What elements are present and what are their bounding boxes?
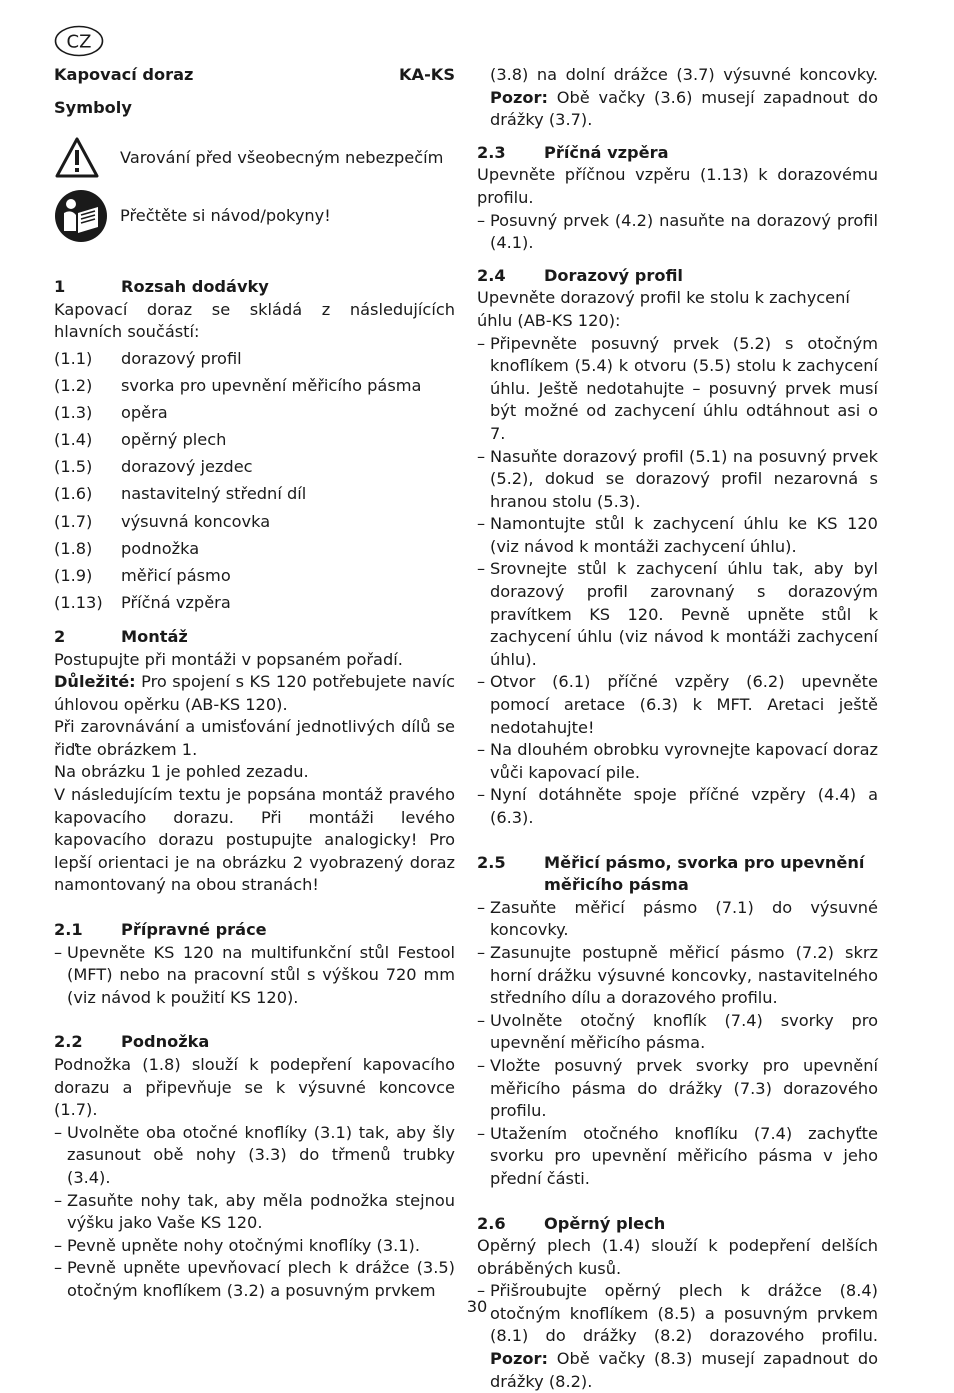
list-item: (1.1) dorazový profil xyxy=(54,348,242,368)
section-2-3-intro: Upevněte příčnou vzpěru (1.13) k dorazovému profilu. xyxy=(477,165,878,207)
doc-header xyxy=(54,64,455,87)
language-badge xyxy=(54,25,104,57)
section-2-6-intro: Opěrný plech (1.4) slouží k podepření delších obráběných kusů. xyxy=(477,1236,878,1278)
list-item: (1.13) Příčná vzpěra xyxy=(54,592,231,612)
list-item: – Posuvný prvek (4.2) nasuňte na dorazový profil (4.1). xyxy=(477,210,878,253)
list-item: – Zasunujte postupně měřicí pásmo (7.2) skrz horní drážku výsuvné koncovky, nastavitelného středního dílu a dorazového profilu. xyxy=(477,942,878,1008)
right-column xyxy=(477,64,878,1393)
symbols-heading: Symboly xyxy=(54,97,132,117)
parts-list xyxy=(54,345,455,616)
list-item: – Srovnejte stůl k zachycení úhlu tak, aby byl dorazový profil zarovnaný s dorazovým pravítkem KS 120. Pevně upněte stůl k zachycení úhlu (viz návod k montáži zachycení úhlu). xyxy=(477,559,878,669)
list-item: – Otvor (6.1) příčné vzpěry (6.2) upevněte pomocí aretace (6.3) k MFT. Aretaci ještě nedotahujte! xyxy=(477,672,878,737)
symbol-row-manual xyxy=(54,189,455,243)
list-item: – Vložte posuvný prvek svorky pro upevnění měřicího pásma do drážky (7.3) dorazového profilu. xyxy=(477,1055,878,1121)
symbol-row-warning xyxy=(54,131,455,185)
section-1-intro: Kapovací doraz se skládá z následujících hlavních součástí: xyxy=(54,299,455,342)
section-1-heading: 1 Rozsah dodávky xyxy=(54,277,269,297)
list-item: – Pevně upněte upevňovací plech k drážce (3.5) otočným knoflíkem (3.2) a posuvným prvkem xyxy=(54,1258,455,1300)
symbol-text-warning: Varování před všeobecným nebezpečím xyxy=(120,147,444,167)
read-manual-icon xyxy=(54,189,120,243)
list-item: – Nasuňte dorazový profil (5.1) na posuvný prvek (5.2), dokud se dorazový profil nezarovná s hranou stolu (5.3). xyxy=(477,446,878,511)
section-2-p1: Postupujte při montáži v popsaném pořadí. xyxy=(54,649,403,669)
section-2-4-heading: 2.4 Dorazový profil xyxy=(477,265,683,285)
left-column xyxy=(54,64,455,1303)
list-item: (1.6) nastavitelný střední díl xyxy=(54,484,307,504)
section-2-1-heading: 2.1 Přípravné práce xyxy=(54,920,267,940)
list-item: – Uvolněte oba otočné knoflíky (3.1) tak, aby šly zasunout obě nohy (3.3) do třmenů trubky (3.4). xyxy=(54,1122,455,1187)
list-item: – Přišroubujte opěrný plech k drážce (8.4) otočným knoflíkem (8.5) a posuvným prvkem (8.1) do drážky (8.2) dorazového profilu. Pozor: Obě vačky (8.3) musejí zapadnout do drážky (8.2). xyxy=(477,1281,878,1391)
list-item: – Zasuňte nohy tak, aby měla podnožka stejnou výšku jako Vaše KS 120. xyxy=(54,1190,455,1233)
list-item: (1.3) opěra xyxy=(54,403,168,423)
language-code: CZ xyxy=(66,31,92,53)
list-item: – Připevněte posuvný prvek (5.2) s otočným knoflíkem (5.4) k otvoru (5.5) stolu k zachycení úhlu. Ještě nedotahujte – posuvný prvek musí být možné od zachycení úhlu odtáhnout asi o 7. xyxy=(477,333,878,443)
list-item: (1.7) výsuvná koncovka xyxy=(54,511,271,531)
symbol-text-manual: Přečtěte si návod/pokyny! xyxy=(120,205,331,225)
section-2-5-heading: 2.5 Měřicí pásmo, svorka pro upevnění měřicího pásma xyxy=(477,852,865,895)
doc-model: KA-KS xyxy=(399,65,455,84)
list-item: (1.8) podnožka xyxy=(54,538,200,558)
warning-triangle-icon xyxy=(54,131,120,185)
list-item: – Upevněte KS 120 na multifunkční stůl Festool (MFT) nebo na pracovní stůl s výškou 720 mm (viz návod k použití KS 120). xyxy=(54,942,455,1007)
list-item: – Pevně upněte nohy otočnými knoflíky (3.1). xyxy=(54,1235,421,1255)
list-item: – Nyní dotáhněte spoje příčné vzpěry (4.4) a (6.3). xyxy=(477,785,878,827)
list-item: (1.2) svorka pro upevnění měřicího pásma xyxy=(54,376,422,396)
section-2-p2: Důležité: Pro spojení s KS 120 potřebujete navíc úhlovou opěrku (AB-KS 120). xyxy=(54,672,455,714)
list-item: (1.5) dorazový jezdec xyxy=(54,457,253,477)
list-item: – Utažením otočného knoflíku (7.4) zachyťte svorku pro upevnění měřicího pásma v jeho přední části. xyxy=(477,1123,878,1188)
list-item: – Na dlouhém obrobku vyrovnejte kapovací doraz vůči kapovací pile. xyxy=(477,740,878,782)
list-item: – Zasuňte měřicí pásmo (7.1) do výsuvné koncovky. xyxy=(477,897,878,940)
section-2-p4: Na obrázku 1 je pohled zezadu. xyxy=(54,762,309,782)
page-number: 30 xyxy=(466,1297,488,1316)
section-2-3-heading: 2.3 Příčná vzpěra xyxy=(477,142,669,162)
list-item: – Namontujte stůl k zachycení úhlu ke KS 120 (viz návod k montáži zachycení úhlu). xyxy=(477,514,878,556)
section-2-2-intro: Podnožka (1.8) slouží k podepření kapovacího dorazu a připevňuje se k výsuvné koncovce (1.7). xyxy=(54,1055,455,1120)
section-2-p5: V následujícím textu je popsána montáž pravého kapovacího dorazu. Při montáži levého kapovacího dorazu postupujte analogicky! Pro lepší orientaci je na obrázku 2 vyobrazený doraz namontovaný na obou stranách! xyxy=(54,785,455,895)
section-2-2-heading: 2.2 Podnožka xyxy=(54,1032,210,1052)
list-item: (1.4) opěrný plech xyxy=(54,430,227,450)
list-item: (1.9) měřicí pásmo xyxy=(54,565,231,585)
section-2-4-intro: Upevněte dorazový profil ke stolu k zachycení úhlu (AB-KS 120): xyxy=(477,288,850,330)
list-item: – Uvolněte otočný knoflík (7.4) svorky pro upevnění měřicího pásma. xyxy=(477,1010,878,1053)
section-2-heading: 2 Montáž xyxy=(54,626,188,646)
list-item-continued: (3.8) na dolní drážce (3.7) výsuvné koncovky. Pozor: Obě vačky (3.6) musejí zapadnout do drážky (3.7). xyxy=(490,65,878,130)
section-2-6-heading: 2.6 Opěrný plech xyxy=(477,1213,666,1233)
doc-title: Kapovací doraz xyxy=(54,65,194,84)
section-2-p3: Při zarovnávání a umisťování jednotlivých dílů se řiďte obrázkem 1. xyxy=(54,717,455,759)
